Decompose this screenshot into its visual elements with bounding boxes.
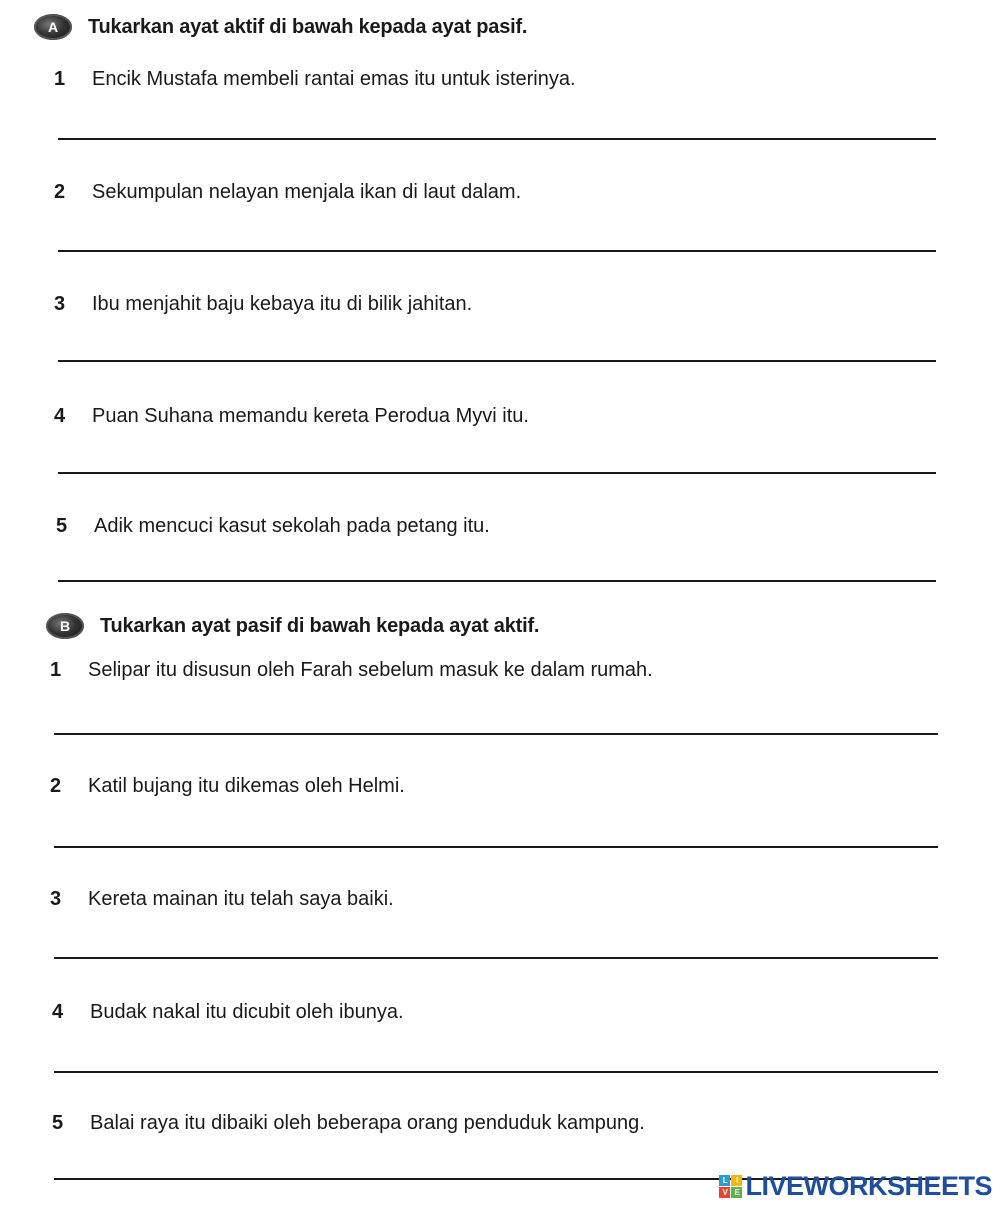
question-b4 (52, 1001, 404, 1024)
answer-line (54, 957, 938, 959)
question-text: Encik Mustafa membeli rantai emas itu untuk isterinya. (92, 68, 576, 90)
question-a2 (54, 181, 521, 204)
question-number: 1 (54, 68, 66, 90)
section-a-badge-icon: A (34, 14, 72, 40)
answer-line (58, 580, 936, 582)
question-number: 5 (56, 515, 68, 537)
liveworksheets-brand (719, 1171, 992, 1202)
question-text: Adik mencuci kasut sekolah pada petang itu. (94, 515, 490, 537)
answer-input-a2[interactable] (58, 215, 938, 249)
question-text: Puan Suhana memandu kereta Perodua Myvi itu. (92, 405, 529, 427)
answer-input-b1[interactable] (54, 698, 940, 732)
logo-tile: E (731, 1187, 742, 1198)
answer-line (58, 360, 936, 362)
answer-input-b2[interactable] (54, 811, 940, 845)
answer-input-b3[interactable] (54, 922, 940, 956)
answer-input-a5[interactable] (58, 545, 938, 579)
logo-tile: L (719, 1175, 730, 1186)
question-text: Sekumpulan nelayan menjala ikan di laut dalam. (92, 181, 522, 203)
answer-input-a4[interactable] (58, 437, 938, 471)
question-number: 3 (50, 888, 62, 910)
liveworksheets-logo-icon (719, 1175, 742, 1198)
question-a5 (56, 515, 490, 538)
question-number: 4 (54, 405, 66, 427)
answer-input-a3[interactable] (58, 325, 938, 359)
answer-line (54, 846, 938, 848)
question-b3 (50, 888, 394, 911)
question-b5 (52, 1112, 645, 1135)
question-number: 1 (50, 659, 62, 681)
answer-line (54, 1071, 938, 1073)
answer-line (58, 250, 936, 252)
question-b1 (50, 659, 653, 682)
answer-input-a1[interactable] (58, 103, 938, 137)
question-a4 (54, 405, 529, 428)
question-number: 2 (50, 775, 62, 797)
logo-tile: V (719, 1187, 730, 1198)
answer-input-b4[interactable] (54, 1036, 940, 1070)
question-number: 3 (54, 293, 66, 315)
question-number: 5 (52, 1112, 64, 1134)
question-text: Ibu menjahit baju kebaya itu di bilik jahitan. (92, 293, 473, 315)
section-a-header (34, 14, 527, 40)
question-text: Balai raya itu dibaiki oleh beberapa orang penduduk kampung. (90, 1112, 645, 1134)
section-b-badge-icon: B (46, 613, 84, 639)
question-a1 (54, 68, 576, 91)
question-number: 4 (52, 1001, 64, 1023)
question-text: Budak nakal itu dicubit oleh ibunya. (90, 1001, 404, 1023)
answer-line (58, 138, 936, 140)
question-text: Katil bujang itu dikemas oleh Helmi. (88, 775, 405, 797)
answer-line (54, 733, 938, 735)
question-number: 2 (54, 181, 66, 203)
question-text: Selipar itu disusun oleh Farah sebelum masuk ke dalam rumah. (88, 659, 653, 681)
question-b2 (50, 775, 405, 798)
question-a3 (54, 293, 472, 316)
question-text: Kereta mainan itu telah saya baiki. (88, 888, 394, 910)
answer-line (58, 472, 936, 474)
answer-input-b5[interactable] (54, 1143, 702, 1177)
section-b-header (46, 613, 539, 639)
section-b-title: Tukarkan ayat pasif di bawah kepada ayat aktif. (100, 614, 540, 637)
logo-tile: I (731, 1175, 742, 1186)
section-a-title: Tukarkan ayat aktif di bawah kepada ayat pasif. (88, 15, 528, 38)
brand-text: LIVEWORKSHEETS (745, 1171, 992, 1201)
